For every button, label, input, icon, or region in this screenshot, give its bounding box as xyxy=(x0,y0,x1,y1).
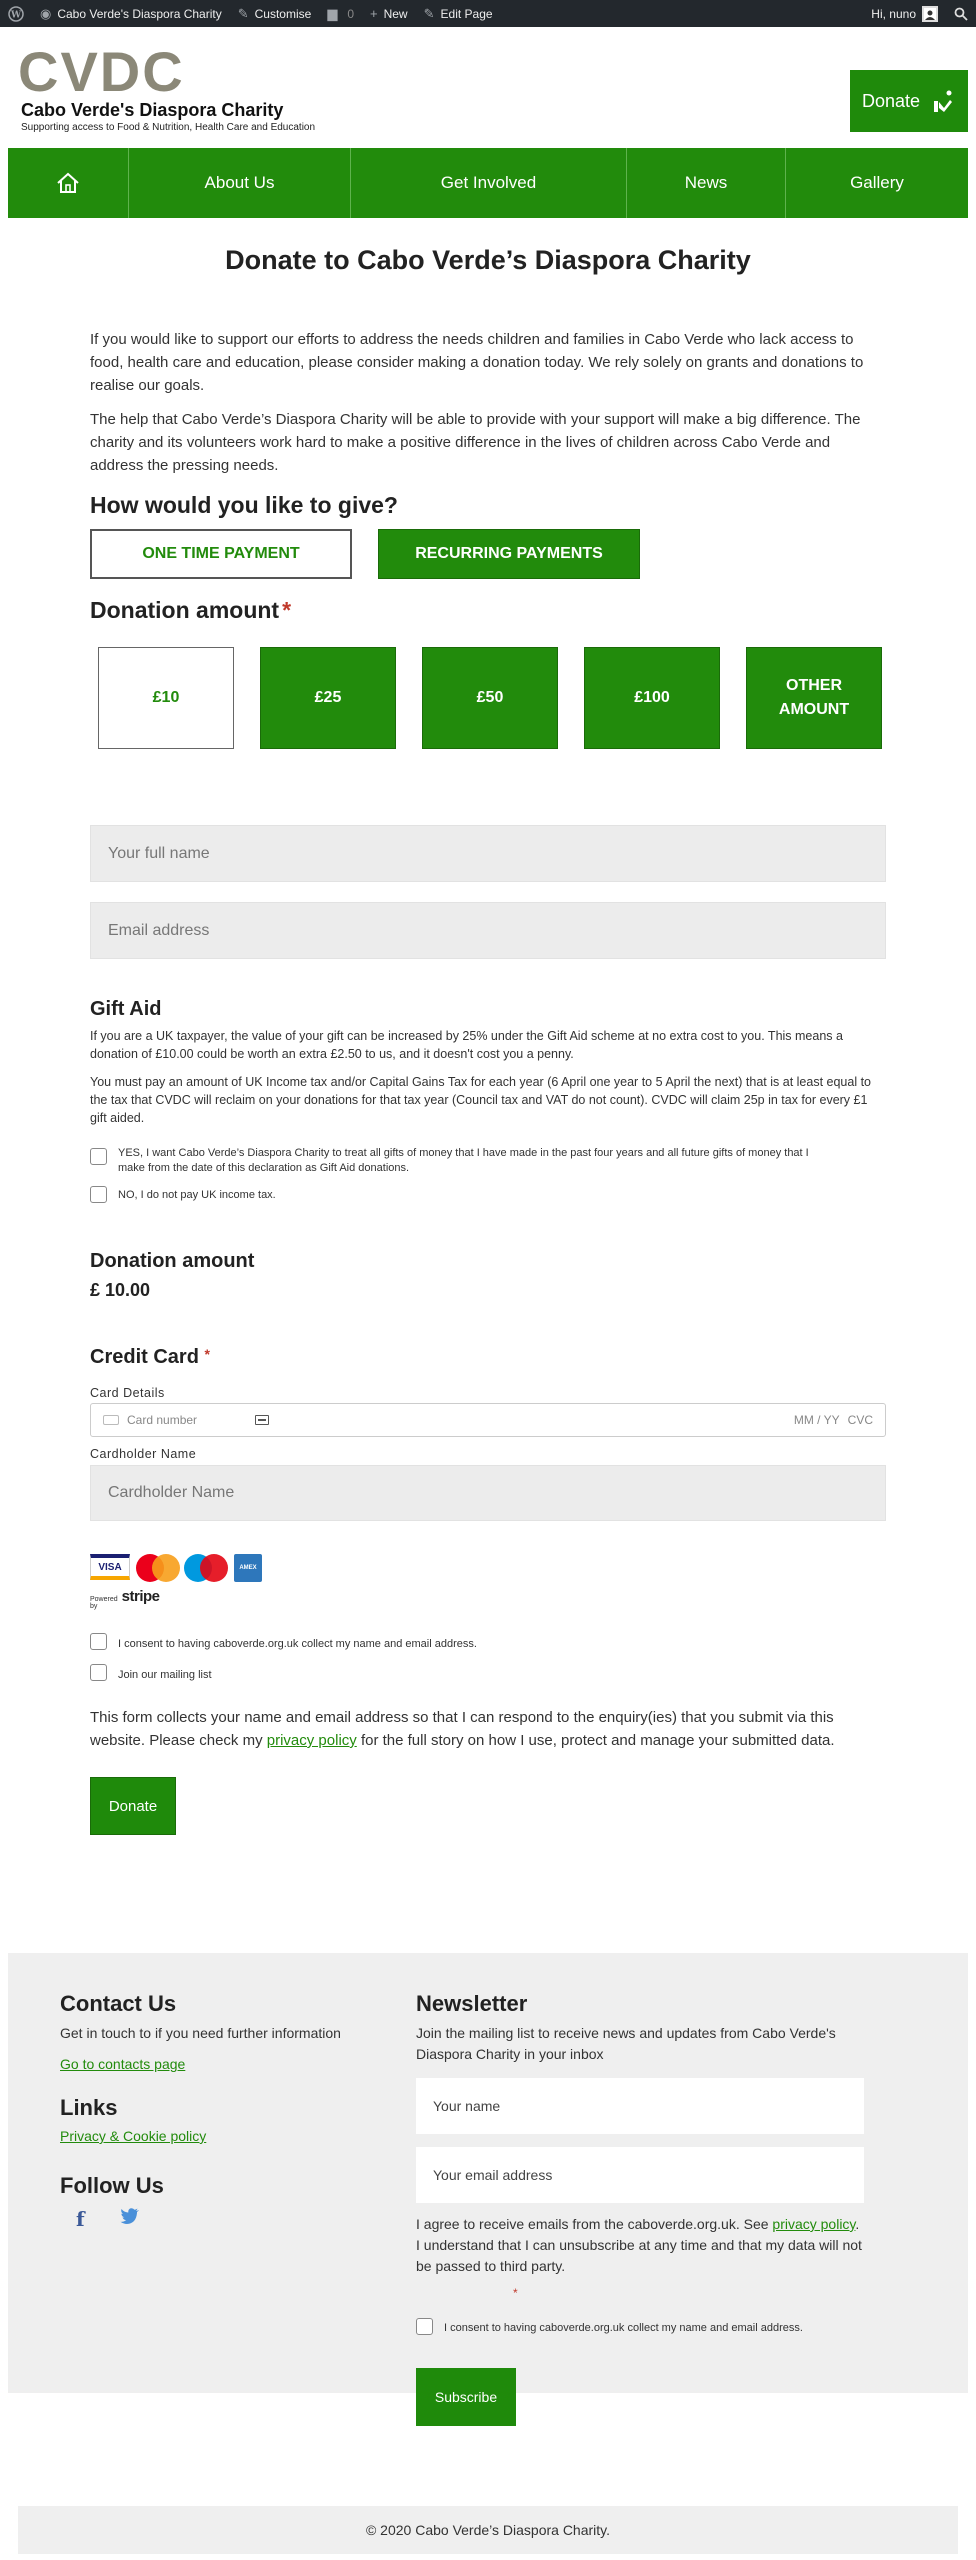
admin-bar xyxy=(0,0,976,27)
card-brand-icon xyxy=(103,1415,119,1425)
card-details-label: Card Details xyxy=(90,1386,165,1400)
card-number-placeholder[interactable]: Card number xyxy=(127,1413,198,1427)
card-icon xyxy=(255,1415,269,1425)
donate-hand-icon xyxy=(930,88,956,114)
gift-aid-yes-row[interactable] xyxy=(90,1146,810,1176)
header-donate-label: Donate xyxy=(861,90,921,111)
newsletter-privacy-link[interactable]: privacy policy xyxy=(772,2216,856,2232)
twitter-bird-icon xyxy=(120,2207,140,2225)
site-tagline: Supporting access to Food & Nutrition, Health Care and Education xyxy=(21,122,316,133)
donation-amount-heading xyxy=(90,597,291,624)
brush-icon: ✎ xyxy=(237,5,249,21)
svg-text:W: W xyxy=(10,10,22,20)
powered-by-stripe xyxy=(90,1588,160,1610)
facebook-icon[interactable]: f xyxy=(76,2207,85,2231)
summary-heading: Donation amount xyxy=(90,1250,255,1272)
newsletter-agree-text-2: . I understand that I can unsubscribe at any time and that my data will not be passed to third party. xyxy=(416,2216,862,2274)
newsletter-consent-checkbox[interactable] xyxy=(416,2318,433,2335)
newsletter-agree-text-1: I agree to receive emails from the caboverde.org.uk. See xyxy=(416,2216,773,2232)
new-content-link[interactable] xyxy=(362,0,416,27)
nav-about-us[interactable]: About Us xyxy=(129,148,351,218)
amount-other-button[interactable]: OTHER AMOUNT xyxy=(746,647,882,749)
contacts-page-link[interactable]: Go to contacts page xyxy=(60,2056,186,2072)
privacy-policy-link[interactable]: privacy policy xyxy=(266,1732,357,1749)
mailing-list-checkbox[interactable] xyxy=(90,1664,107,1681)
gift-aid-paragraph-1: If you are a UK taxpayer, the value of your gift can be increased by 25% under the Gift Aid scheme at no extra cost to you. This means a donation of £10.00 could be worth an extra £2.50 to us, and it doesn't cost you a penny. xyxy=(90,1029,843,1061)
required-mark: * xyxy=(282,597,292,623)
account-menu[interactable] xyxy=(863,0,946,27)
mailing-list-row[interactable] xyxy=(90,1664,212,1683)
plus-icon: + xyxy=(370,6,378,21)
newsletter-consent-row[interactable] xyxy=(416,2318,803,2336)
consent-collect-checkbox[interactable] xyxy=(90,1633,107,1650)
credit-card-heading-text: Credit Card xyxy=(90,1346,199,1368)
home-icon xyxy=(56,171,80,195)
dashboard-icon: ◉ xyxy=(40,5,52,21)
credit-card-heading xyxy=(90,1346,210,1369)
gift-aid-paragraph-2: You must pay an amount of UK Income tax and/or Capital Gains Tax for each year (6 April one year to 5 April the next) that is at least equal to the tax that CVDC will reclaim on your donations for that tax year (Council tax and VAT do not count). CVDC will claim 25p in tax for every £1 gift aided. xyxy=(90,1075,871,1125)
maestro-circle-red xyxy=(200,1554,228,1582)
visa-logo: VISA xyxy=(90,1554,130,1580)
customise-link[interactable] xyxy=(230,0,320,27)
comments-count: 0 xyxy=(347,6,354,21)
pencil-icon: ✎ xyxy=(423,5,435,21)
site-name-label: Cabo Verde's Diaspora Charity xyxy=(57,6,222,21)
follow-heading: Follow Us xyxy=(60,2173,164,2198)
avatar xyxy=(922,6,938,22)
recurring-payments-button[interactable]: RECURRING PAYMENTS xyxy=(378,529,640,579)
footer xyxy=(8,1953,968,2405)
stripe-wordmark: stripe xyxy=(121,1588,160,1605)
comments-link[interactable] xyxy=(319,0,362,27)
mailing-list-label: Join our mailing list xyxy=(118,1669,212,1681)
give-heading: How would you like to give? xyxy=(90,492,398,518)
nav-get-involved[interactable]: Get Involved xyxy=(351,148,627,218)
one-time-payment-button[interactable]: ONE TIME PAYMENT xyxy=(90,529,352,579)
greeting: Hi, nuno xyxy=(871,6,916,21)
admin-search[interactable] xyxy=(946,0,976,27)
edit-page-label: Edit Page xyxy=(440,6,493,21)
contact-heading: Contact Us xyxy=(60,1991,177,2016)
privacy-notice-text-1: This form collects your name and email address so that I can respond to the enquiry(ies) that you submit via this website. Please check my xyxy=(90,1709,834,1749)
nav-news[interactable]: News xyxy=(627,148,786,218)
newsletter-text: Join the mailing list to receive news and updates from Cabo Verde's Diaspora Charity in your inbox xyxy=(416,2025,836,2062)
card-expiry-placeholder[interactable]: MM / YY xyxy=(793,1413,840,1427)
card-details-input[interactable] xyxy=(90,1403,886,1437)
newsletter-required-mark: * xyxy=(513,2286,518,2300)
donate-submit-button[interactable]: Donate xyxy=(90,1777,176,1835)
page-title: Donate to Cabo Verde’s Diaspora Charity xyxy=(225,245,751,275)
subscribe-button[interactable]: Subscribe xyxy=(416,2368,516,2426)
privacy-notice xyxy=(90,1706,886,1752)
privacy-cookie-link[interactable]: Privacy & Cookie policy xyxy=(60,2128,207,2144)
contact-text: Get in touch to if you need further information xyxy=(60,2025,341,2041)
logo[interactable]: CVDC xyxy=(18,40,185,103)
comment-icon: ▆ xyxy=(327,5,338,21)
newsletter-name-input[interactable]: Your name xyxy=(416,2078,864,2134)
gift-aid-heading: Gift Aid xyxy=(90,998,162,1020)
main-nav xyxy=(8,148,968,218)
amount-100-button[interactable]: £100 xyxy=(584,647,720,749)
header-donate-button[interactable] xyxy=(850,70,968,132)
donation-amount-heading-text: Donation amount xyxy=(90,597,280,623)
maestro-logo xyxy=(184,1554,228,1582)
newsletter-consent-label: I consent to having caboverde.org.uk collect my name and email address. xyxy=(444,2322,803,2334)
summary-amount: £ 10.00 xyxy=(90,1280,151,1300)
amount-25-button[interactable]: £25 xyxy=(260,647,396,749)
newsletter-agree-text xyxy=(416,2214,866,2277)
site-title[interactable]: Cabo Verde's Diaspora Charity xyxy=(21,100,284,120)
consent-collect-row[interactable] xyxy=(90,1633,477,1652)
newsletter-heading: Newsletter xyxy=(416,1991,528,2016)
nav-gallery[interactable]: Gallery xyxy=(850,173,904,192)
new-label: New xyxy=(383,6,408,21)
amount-50-button[interactable]: £50 xyxy=(422,647,558,749)
gift-aid-yes-label: YES, I want Cabo Verde’s Diaspora Charity to treat all gifts of money that I have made in the past four years and all future gifts of money that I make from the date of this declaration as Gift Aid donations. xyxy=(118,1147,809,1174)
wordpress-icon[interactable] xyxy=(8,6,24,22)
mastercard-logo xyxy=(136,1554,180,1582)
gift-aid-no-checkbox[interactable] xyxy=(90,1186,107,1203)
twitter-icon[interactable] xyxy=(120,2207,140,2231)
amex-logo: AMEX xyxy=(234,1554,262,1582)
wordpress-menu[interactable] xyxy=(0,0,32,27)
intro-paragraph-2: The help that Cabo Verde’s Diaspora Charity will be able to provide with your support will make a big difference. The charity and its volunteers work hard to make a positive difference in the lives of children across Cabo Verde and address the pressing needs. xyxy=(90,411,861,474)
search-icon[interactable] xyxy=(954,7,968,21)
gift-aid-no-label: NO, I do not pay UK income tax. xyxy=(118,1189,276,1201)
credit-card-required-mark: * xyxy=(204,1346,210,1362)
newsletter-email-input[interactable]: Your email address xyxy=(416,2147,864,2203)
gift-aid-yes-checkbox[interactable] xyxy=(90,1148,107,1165)
nav-home[interactable] xyxy=(8,148,129,218)
consent-collect-label: I consent to having caboverde.org.uk collect my name and email address. xyxy=(118,1638,477,1650)
full-name-input[interactable]: Your full name xyxy=(90,825,886,882)
gift-aid-no-row[interactable] xyxy=(90,1186,276,1203)
avatar-icon xyxy=(923,7,937,21)
intro-paragraph-1: If you would like to support our efforts to address the needs children and families in Cabo Verde who lack access to food, health care and education, please consider making a donation today. We rely solely on grants and donations to realise our goals. xyxy=(90,331,864,394)
email-input[interactable]: Email address xyxy=(90,902,886,959)
customise-label: Customise xyxy=(254,6,312,21)
amount-10-button[interactable]: £10 xyxy=(98,647,234,749)
edit-page-link[interactable] xyxy=(416,0,501,27)
mastercard-circle-orange xyxy=(152,1554,180,1582)
links-heading: Links xyxy=(60,2095,118,2120)
copyright: © 2020 Cabo Verde’s Diaspora Charity. xyxy=(18,2506,958,2554)
site-name-link[interactable] xyxy=(32,0,230,27)
cardholder-name-label: Cardholder Name xyxy=(90,1447,197,1461)
powered-by-label: Powered by xyxy=(90,1596,118,1610)
cardholder-name-input[interactable]: Cardholder Name xyxy=(90,1465,886,1521)
card-cvc-placeholder[interactable]: CVC xyxy=(847,1413,873,1427)
privacy-notice-text-2: for the full story on how I use, protect and manage your submitted data. xyxy=(356,1732,835,1749)
